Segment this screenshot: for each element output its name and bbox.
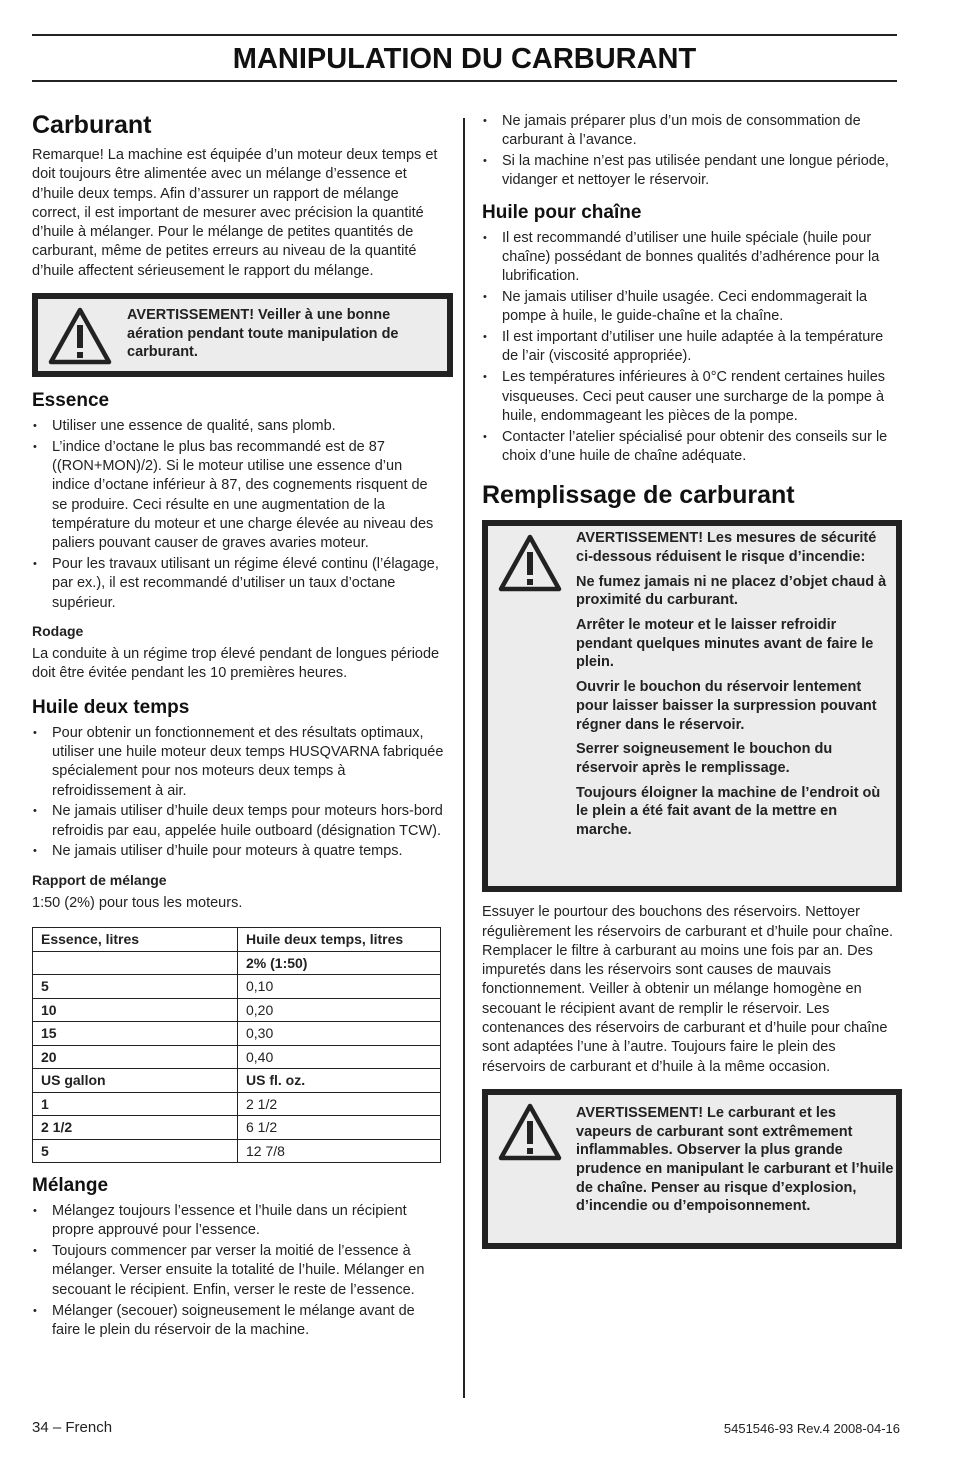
header-rule-top [32,34,897,36]
list-item: • Ne jamais préparer plus d’un mois de consommation de carburant à l’avance. [482,112,900,151]
list-item: • Utiliser une essence de qualité, sans plomb. [32,417,444,436]
warning-text-aeration: AVERTISSEMENT! Veiller à une bonne aération pendant toute manipulation de carburant. [127,307,399,361]
subsection-title-rapport: Rapport de mélange [32,871,167,888]
melange-list [32,1202,444,1340]
warning-paragraph: Ouvrir le bouchon du réservoir lentement pour laisser baisser la surpression pouvant régner dans le réservoir. [576,679,877,733]
list-item: • Ne jamais utiliser d’huile usagée. Ceci endommagerait la pompe à huile, le guide-chaîne et la chaîne. [482,288,900,327]
section-title-carburant: Carburant [32,111,152,139]
table-cell: 10 [33,998,238,1022]
list-item: • Pour obtenir un fonctionnement et des résultats optimaux, utiliser une huile moteur deux temps HUSQVARNA fabriquée spécialement pour nos moteurs deux temps à refroidissement à air. [32,724,444,801]
warning-paragraph: Serrer soigneusement le bouchon du réservoir après le remplissage. [576,741,833,776]
warning-text-incendie [576,529,892,846]
section-title-huile-deux-temps: Huile deux temps [32,696,190,718]
essence-list [32,417,444,613]
table-row [33,1116,441,1140]
warning-triangle-icon [498,1103,562,1161]
table-cell: 2 1/2 [33,1116,238,1140]
table-cell: 0,10 [238,975,441,999]
list-item: • Si la machine n’est pas utilisée pendant une longue période, vidanger et nettoyer le réservoir. [482,152,900,191]
left-column [32,110,444,1342]
right-column [482,110,900,1249]
warning-paragraph: AVERTISSEMENT! Les mesures de sécurité ci-dessous réduisent le risque d’incendie: [576,530,877,565]
table-cell [33,951,238,975]
table-row [33,998,441,1022]
table-cell: 1 [33,1092,238,1116]
column-divider [463,118,465,1398]
warning-triangle-icon [498,534,562,592]
table-row [33,1022,441,1046]
table-cell: US fl. oz. [238,1069,441,1093]
table-cell: 0,20 [238,998,441,1022]
list-item: • Il est recommandé d’utiliser une huile spéciale (huile pour chaîne) possédant de bonnes qualités d’adhérence pour la lubrification. [482,229,900,287]
section-title-huile-chaine: Huile pour chaîne [482,201,642,223]
list-item: • L’indice d’octane le plus bas recommandé est de 87 ((RON+MON)/2). Si le moteur utilise une essence d’un indice d’octane inférieur à 87, des cognements risquent de se produire. Ceci résulte en une augmentation de la température du moteur et une charge élevée au niveau des paliers pouvant causer de graves avaries moteur. [32,438,444,554]
table-cell: 2 1/2 [238,1092,441,1116]
list-item: • Ne jamais utiliser d’huile pour moteurs à quatre temps. [32,842,444,861]
table-cell: US gallon [33,1069,238,1093]
table-cell: Huile deux temps, litres [238,928,441,952]
huile-deux-temps-list [32,724,444,862]
table-cell: 2% (1:50) [238,951,441,975]
warning-triangle-icon [48,307,112,365]
warning-box-aeration [32,293,453,377]
section-title-melange: Mélange [32,1175,109,1197]
warning-paragraph: Arrêter le moteur et le laisser refroidir pendant quelques minutes avant de faire le plein. [576,617,874,671]
list-item: • Mélanger (secouer) soigneusement le mélange avant de faire le plein du réservoir de la machine. [32,1302,444,1341]
carburant-continued-list [482,112,900,191]
list-item: • Ne jamais utiliser d’huile deux temps pour moteurs hors-bord refroidis par eau, appelée huile outboard (désignation TCW). [32,802,444,841]
table-row [33,1092,441,1116]
list-item: • Mélangez toujours l’essence et l’huile dans un récipient propre approuvé pour l’essence. [32,1202,444,1241]
huile-chaine-list [482,229,900,467]
table-cell: 5 [33,1139,238,1163]
warning-box-incendie [482,520,902,892]
table-cell: 15 [33,1022,238,1046]
table-cell: 5 [33,975,238,999]
warning-box-inflammable [482,1089,902,1249]
table-row [33,1139,441,1163]
carburant-intro: Remarque! La machine est équipée d’un moteur deux temps et doit toujours être alimentée avec un mélange d’essence et d’huile deux temps. Afin d’assurer un rapport de mélange correct, il est important de mesurer avec précision la quantité d’huile à mélanger. Pour le mélange de petites quantités de carburant, même de petites erreurs au niveau de la quantité d’huile affectent sérieusement le rapport du mélange. [32,147,438,279]
list-item: • Les températures inférieures à 0°C rendent certaines huiles visqueuses. Ceci peut causer une surcharge de la pompe à huile, endommageant les pièces de la pompe. [482,368,900,426]
header-rule-bottom [32,80,897,82]
rapport-text: 1:50 (2%) pour tous les moteurs. [32,894,243,911]
subsection-title-rodage: Rodage [32,623,84,640]
table-cell: 20 [33,1045,238,1069]
section-title-essence: Essence [32,390,110,412]
table-cell: 0,30 [238,1022,441,1046]
table-row [33,928,441,952]
table-row [33,951,441,975]
list-item: • Pour les travaux utilisant un régime élevé continu (l’élagage, par ex.), il est recommandé d’utiliser un taux d’octane supérieur. [32,555,444,613]
page-title: MANIPULATION DU CARBURANT [232,43,697,75]
section-title-remplissage: Remplissage de carburant [482,481,795,510]
list-item: • Il est important d’utiliser une huile adaptée à la température de l’air (viscosité appropriée). [482,328,900,367]
footer-document-number: 5451546-93 Rev.4 2008-04-16 [723,1421,900,1436]
footer-page-number: 34 – French [32,1419,113,1436]
list-item: • Contacter l’atelier spécialisé pour obtenir des conseils sur le choix d’une huile de chaîne adéquate. [482,428,900,467]
mixing-table [32,927,441,1163]
table-cell: 0,40 [238,1045,441,1069]
table-row [33,975,441,999]
rodage-text: La conduite à un régime trop élevé pendant de longues période doit être évitée pendant les 10 premières heures. [32,646,440,682]
table-row [33,1045,441,1069]
table-cell: 12 7/8 [238,1139,441,1163]
table-row [33,1069,441,1093]
table-cell: 6 1/2 [238,1116,441,1140]
warning-paragraph: Ne fumez jamais ni ne placez d’objet chaud à proximité du carburant. [576,573,887,609]
warning-paragraph: Toujours éloigner la machine de l’endroit où le plein a été fait avant de la mettre en marche. [576,784,881,839]
list-item: • Toujours commencer par verser la moitié de l’essence à mélanger. Verser ensuite la totalité de l’huile. Mélanger en secouant le récipient. Enfin, verser le reste de l’essence. [32,1242,444,1300]
remplissage-text: Essuyer le pourtour des bouchons des réservoirs. Nettoyer régulièrement les réservoirs de carburant et d’huile pour chaîne. Remplacer le filtre à carburant au moins une fois par an. Des impuretés dans les réservoirs sont causes de mauvais fonctionnement. Veiller à obtenir un mélange homogène en secouant le récipient avant de remplir le réservoir. Les contenances des réservoirs de carburant et d’huile pour chaîne sont adaptées l’une à l’autre. Toujours faire le plein des réservoirs de carburant et d’huile à la même occasion. [482,904,894,1075]
warning-text-inflammable: AVERTISSEMENT! Le carburant et les vapeurs de carburant sont extrêmement inflammables. Observer la plus grande prudence en manipulant le carburant et l’huile de chaîne. Penser au risque d’explosion, d’incendie ou d’empoisonnement. [576,1104,894,1215]
table-cell: Essence, litres [33,928,238,952]
